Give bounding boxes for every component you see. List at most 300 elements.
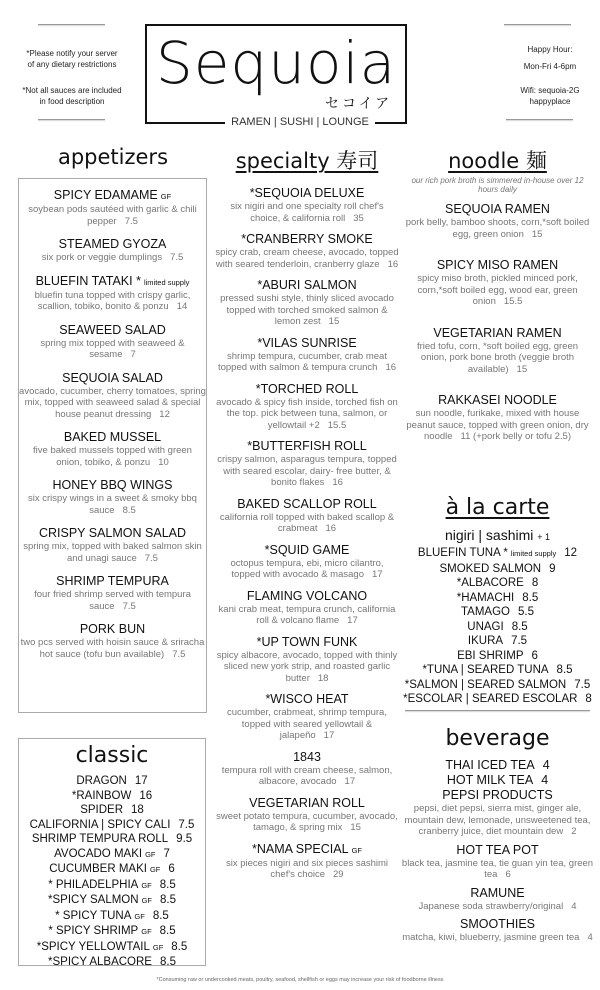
item-description	[215, 293, 399, 328]
menu-item	[19, 893, 205, 909]
noodle-list	[405, 202, 590, 443]
item-name	[19, 774, 205, 789]
item-description-text: six crispy wings in a sweet & smoky bbq sauce	[28, 493, 197, 516]
item-name-text: SEQUOIA SALAD	[62, 370, 163, 385]
menu-item	[19, 478, 206, 516]
item-name-text: *ABURI SALMON	[257, 278, 357, 292]
item-price: 7.5	[178, 818, 195, 831]
menu-item	[19, 430, 206, 468]
item-name-text: *ALBACORE	[456, 577, 524, 589]
item-name	[405, 326, 590, 341]
item-name-text: *RAINBOW	[71, 789, 132, 802]
item-name	[405, 202, 590, 217]
item-price: 29	[333, 869, 344, 880]
item-description	[400, 858, 595, 881]
item-name	[400, 620, 595, 635]
item-description-text: octopus tempura, ebi, micro cilantro, topped with avocado & masago	[230, 557, 384, 580]
specialty-list	[215, 186, 399, 889]
item-name	[215, 336, 399, 351]
item-tag: GF	[141, 880, 152, 890]
item-price: 8.5	[159, 925, 176, 937]
menu-item	[405, 393, 590, 443]
appetizers-list	[19, 188, 206, 670]
item-description	[215, 650, 399, 685]
item-description	[405, 408, 590, 443]
menu-item	[215, 336, 399, 374]
item-description-text: spicy crab, cream cheese, avocado, topped with seared tenderloin, cranberry glaze	[215, 247, 399, 270]
menu-item	[215, 842, 399, 881]
item-price: 16	[139, 789, 153, 802]
item-name	[215, 543, 399, 558]
item-name	[19, 622, 206, 637]
menu-item	[19, 323, 206, 361]
item-description	[19, 386, 206, 421]
item-description	[405, 341, 590, 376]
item-name	[19, 940, 205, 956]
alacarte-heading: à la carte	[445, 495, 550, 520]
item-name	[405, 258, 590, 273]
item-name	[215, 439, 399, 454]
item-description	[19, 338, 206, 361]
item-description-text: two pcs served with hoisin sauce & sriracha hot sauce (tofu bun available)	[20, 637, 205, 660]
menu-item	[19, 803, 205, 818]
menu-item	[400, 678, 595, 693]
menu-item	[215, 635, 399, 685]
item-name	[400, 773, 595, 788]
item-description-text: tempura roll with cream cheese, salmon, albacore, avocado	[221, 764, 393, 787]
item-tag: GF	[141, 896, 152, 905]
item-name	[215, 497, 399, 512]
item-name	[400, 678, 595, 693]
menu-item	[19, 526, 206, 564]
menu-item	[400, 758, 595, 773]
item-description-text: spicy albacore, avocado, topped with thinly sliced new york strip, and roasted garlic butter	[216, 649, 398, 684]
menu-item	[19, 371, 206, 421]
item-name-text: * SPICY SHRIMP	[48, 925, 139, 937]
item-name-text: BLUEFIN TATAKI *	[35, 273, 141, 288]
item-name-text: * PHILADELPHIA	[48, 878, 139, 891]
item-name-text: HONEY BBQ WINGS	[52, 478, 173, 492]
item-price: 12	[159, 408, 170, 420]
menu-item	[19, 940, 205, 956]
divider	[405, 710, 590, 711]
item-price: 8.5	[522, 591, 539, 604]
menu-item	[19, 789, 205, 804]
menu-item	[19, 574, 206, 612]
item-description-text: six nigiri and one specialty roll chef's choice, & california roll	[230, 201, 384, 224]
item-price: 9.5	[176, 833, 193, 845]
item-name-text: SMOOTHIES	[459, 917, 535, 931]
item-name-text: CALIFORNIA | SPICY CALI	[29, 818, 171, 831]
item-description-text: six pieces nigiri and six pieces sashimi chef's choice	[225, 857, 389, 880]
item-price: 7.5	[170, 252, 184, 263]
item-price: 16	[332, 477, 343, 488]
logo-frame	[145, 24, 407, 124]
item-name-text: CUCUMBER MAKI	[49, 863, 147, 875]
wifi-info: Wifi: sequoia-2G happyplace	[520, 86, 580, 106]
item-tag: GF	[160, 192, 172, 201]
classic-list	[19, 774, 205, 970]
menu-item	[215, 186, 399, 224]
item-description	[19, 637, 206, 660]
item-description	[215, 247, 399, 270]
item-tag: GF	[145, 849, 156, 859]
item-description-text: kani crab meat, tempura crunch, california roll & volcano flame	[218, 603, 396, 626]
item-name	[215, 382, 399, 397]
item-description	[215, 558, 399, 581]
item-price: 10	[158, 456, 169, 468]
item-tag: GF	[152, 942, 164, 952]
item-name-text: FLAMING VOLCANO	[246, 588, 368, 603]
item-description	[215, 858, 399, 881]
item-description-text: four fried shrimp served with tempura sauce	[34, 589, 191, 612]
item-tag: GF	[141, 927, 152, 936]
menu-item	[400, 692, 595, 707]
menu-item	[19, 847, 205, 863]
item-name-text: AVOCADO MAKI	[54, 847, 143, 860]
noodle-heading: noodle 麺	[448, 149, 547, 173]
item-name-text: IKURA	[467, 635, 504, 647]
item-name-text: *UP TOWN FUNK	[256, 634, 358, 649]
menu-item	[19, 909, 205, 925]
classic-heading: classic	[75, 743, 149, 768]
menu-item	[215, 589, 399, 627]
item-price: 8.5	[122, 504, 136, 516]
item-description-text: five baked mussels topped with green onion, tobiko, & ponzu	[33, 445, 192, 468]
dietary-note: *Please notify your server of any dietary restrictions	[26, 49, 118, 69]
menu-item	[400, 576, 595, 591]
item-description-text: spring mix topped with seaweed & sesame	[40, 337, 185, 360]
item-price: 8.5	[159, 956, 176, 968]
item-name-text: HOT TEA POT	[456, 842, 539, 857]
item-name-text: RAKKASEI NOODLE	[438, 393, 557, 407]
item-name	[19, 924, 205, 940]
item-name-text: EBI SHRIMP	[457, 649, 524, 662]
item-description-text: matcha, kiwi, blueberry, jasmine green tea	[402, 932, 580, 943]
item-name-text: *VILAS SUNRISE	[257, 335, 357, 350]
item-description-text: avocado, cucumber, cherry tomatoes, spring mix, topped with seaweed salad & special house peanut dressing	[19, 385, 206, 420]
item-name-text: RAMUNE	[470, 885, 525, 900]
menu-item	[215, 439, 399, 489]
item-name	[400, 758, 595, 773]
menu-item	[400, 773, 595, 788]
item-name-text: *ESCOLAR | SEARED ESCOLAR	[403, 693, 578, 705]
item-description-text: six pork or veggie dumplings	[41, 252, 163, 263]
menu-item	[215, 796, 399, 834]
menu-item	[215, 232, 399, 270]
item-name	[215, 278, 399, 293]
classic-box	[18, 738, 206, 966]
item-name-text: SPICY MISO RAMEN	[436, 258, 559, 272]
item-description	[215, 201, 399, 224]
item-price: 9	[549, 562, 556, 575]
noodle-section	[405, 176, 590, 461]
item-price: 7.5	[144, 552, 158, 564]
specialty-heading: specialty 寿司	[235, 149, 379, 173]
item-description	[19, 445, 206, 468]
menu-item	[400, 886, 595, 913]
item-price: 8	[585, 693, 592, 705]
item-name	[400, 576, 595, 591]
item-price: 6	[531, 649, 538, 662]
item-description	[19, 204, 206, 227]
menu-item	[19, 924, 205, 940]
item-price: 8.5	[511, 620, 528, 633]
item-name	[400, 843, 595, 858]
item-name	[400, 605, 595, 620]
item-price: 7	[130, 349, 136, 360]
item-description	[215, 512, 399, 535]
menu-item	[400, 562, 595, 577]
item-price: 15	[350, 822, 361, 833]
item-price: 5.5	[517, 606, 534, 618]
item-description	[215, 707, 399, 742]
item-tag: limited supply	[143, 277, 190, 287]
item-name-text: SHRIMP TEMPURA ROLL	[31, 833, 169, 845]
menu-item	[400, 591, 595, 606]
item-price: 2	[571, 826, 577, 837]
item-name-text: *BUTTERFISH ROLL	[247, 439, 367, 453]
item-price: 18	[131, 804, 144, 816]
item-name-text: DRAGON	[76, 775, 127, 787]
item-name	[215, 842, 399, 858]
item-description-text: crispy salmon, asparagus tempura, topped with seared escolar, dairy- free butter, & bonito flakes	[217, 454, 397, 488]
happy-hour-label: Happy Hour:	[527, 45, 573, 54]
item-name-text: *NAMA SPECIAL	[252, 841, 349, 856]
happy-hour-time: Mon-Fri 4-6pm	[523, 62, 577, 71]
item-name	[400, 634, 595, 649]
menu-item	[400, 788, 595, 838]
item-price: 16	[325, 523, 337, 534]
item-name-text: *CRANBERRY SMOKE	[241, 232, 373, 246]
item-description	[19, 493, 206, 516]
item-description	[215, 765, 399, 788]
item-name	[19, 371, 206, 386]
menu-item	[19, 818, 205, 833]
item-price: 17	[323, 730, 335, 741]
beverage-heading: beverage	[445, 726, 550, 751]
item-name	[215, 186, 399, 201]
menu-item	[19, 832, 205, 847]
item-name-text: CRISPY SALMON SALAD	[38, 526, 187, 540]
beverage-list	[400, 758, 595, 949]
item-name-text: PORK BUN	[79, 622, 146, 636]
menu-item	[215, 278, 399, 328]
item-description	[215, 811, 399, 834]
menu-item	[215, 750, 399, 788]
item-name-text: *TUNA | SEARED TUNA	[422, 664, 549, 676]
sashimi-upcharge: + 1	[537, 532, 551, 542]
item-name	[215, 796, 399, 811]
item-tag: GF	[351, 845, 362, 855]
menu-item	[405, 258, 590, 308]
item-price: 35	[353, 212, 364, 224]
item-name-text: *SQUID GAME	[264, 542, 350, 557]
menu-item	[400, 605, 595, 620]
menu-item	[19, 878, 205, 894]
menu-item	[19, 274, 206, 313]
item-name	[19, 478, 206, 493]
item-price: 8.5	[159, 894, 176, 906]
item-name-text: SEQUOIA RAMEN	[445, 202, 550, 216]
item-name-text: *SPICY YELLOWTAIL	[36, 940, 150, 953]
item-price: 7.5	[511, 635, 528, 647]
item-name	[19, 274, 206, 290]
item-price: 7.5	[122, 600, 136, 612]
item-name	[19, 878, 205, 894]
item-description-text: Japanese soda strawberry/original	[418, 900, 564, 912]
menu-item	[19, 862, 205, 878]
item-price: 8.5	[556, 664, 573, 676]
item-name-text: * SPICY TUNA	[55, 909, 132, 922]
brand-kana: セコイア	[325, 95, 393, 111]
item-description	[19, 290, 206, 313]
divider	[38, 119, 105, 120]
item-name	[19, 323, 206, 338]
item-price: 15.5	[327, 419, 347, 431]
item-price: 15	[328, 316, 340, 327]
item-description-text: shrimp tempura, cucumber, crab meat topped with salmon & tempura crunch	[217, 350, 387, 373]
item-name-text: *SEQUOIA DELUXE	[249, 186, 365, 200]
item-name-text: *SALMON | SEARED SALMON	[404, 678, 567, 691]
item-price: 8.5	[171, 940, 188, 953]
alacarte-subtitle	[405, 527, 590, 546]
item-name-text: *TORCHED ROLL	[255, 381, 359, 396]
item-name-text: *WISCO HEAT	[265, 692, 349, 706]
menu-item	[19, 237, 206, 264]
item-name-text: PEPSI PRODUCTS	[442, 788, 553, 802]
item-price: 16	[385, 362, 397, 373]
menu-item	[19, 774, 205, 789]
item-name-text: BLUEFIN TUNA *	[417, 547, 508, 559]
item-name	[19, 803, 205, 818]
menu-item	[405, 326, 590, 376]
item-price: 7.5	[172, 648, 186, 660]
item-name	[400, 663, 595, 678]
item-description-text: sun noodle, furikake, mixed with house peanut sauce, topped with green onion, dry noodle	[406, 408, 589, 442]
nigiri-sashimi-label: nigiri | sashimi	[444, 527, 534, 543]
item-description-text: spicy miso broth, pickled minced pork, corn,*soft boiled egg, wood ear, green onion	[417, 273, 578, 307]
item-description	[215, 397, 399, 432]
item-tag: GF	[149, 865, 161, 874]
tagline: RAMEN | SUSHI | LOUNGE	[225, 115, 375, 129]
divider	[38, 24, 105, 25]
item-name	[400, 886, 595, 901]
item-name-text: 1843	[293, 749, 321, 764]
item-name	[19, 847, 205, 863]
item-name-text: SEAWEED SALAD	[59, 322, 166, 337]
item-description	[19, 252, 206, 264]
item-name	[19, 832, 205, 847]
item-description-text: sweet potato tempura, cucumber, avocado, tamago, & spring mix	[216, 810, 398, 833]
menu-item	[400, 620, 595, 635]
item-description-text: pork belly, bamboo shoots, corn,*soft boiled egg, green onion	[405, 217, 590, 240]
item-name	[400, 591, 595, 606]
brand-logo: Sequoia	[155, 29, 397, 97]
item-name	[215, 232, 399, 247]
item-name-text: TAMAGO	[461, 606, 510, 618]
item-description	[405, 217, 590, 240]
item-name-text: BAKED SCALLOP ROLL	[237, 496, 377, 511]
item-price: 11 (+pork belly or tofu 2.5)	[460, 431, 571, 442]
item-name-text: *SPICY ALBACORE	[48, 956, 152, 968]
menu-item	[215, 382, 399, 432]
item-description-text: spring mix, topped with baked salmon skin and unagi sauce	[23, 541, 202, 564]
item-name	[19, 862, 205, 878]
menu-item	[405, 202, 590, 240]
item-price: 16	[387, 258, 399, 270]
item-name	[19, 188, 206, 204]
item-description-text: black tea, jasmine tea, tie guan yin tea, green tea	[401, 857, 594, 880]
item-description	[19, 541, 206, 564]
item-name	[400, 917, 595, 932]
item-price: 4	[587, 932, 593, 943]
item-price: 15	[516, 363, 528, 375]
item-name	[215, 589, 399, 604]
item-name	[19, 237, 206, 252]
item-price: 18	[317, 672, 329, 684]
menu-item	[400, 843, 595, 881]
item-name	[400, 649, 595, 664]
alacarte-list	[400, 546, 595, 707]
menu-item	[215, 692, 399, 742]
item-name	[215, 635, 399, 650]
item-name	[405, 393, 590, 408]
item-name	[19, 574, 206, 589]
menu-item	[400, 546, 595, 562]
item-price: 17	[347, 615, 358, 626]
item-description-text: california roll topped with baked scallop & crabmeat	[219, 511, 395, 534]
item-name-text: *SPICY SALMON	[48, 894, 139, 906]
item-price: 15	[531, 228, 543, 240]
item-name-text: THAI ICED TEA	[445, 758, 535, 772]
item-price: 8.5	[152, 909, 169, 922]
menu-item	[400, 663, 595, 678]
item-description-text: bluefin tuna topped with crispy garlic, scallion, tobiko, bonito & ponzu	[34, 289, 191, 312]
item-description-text: pressed sushi style, thinly sliced avocado topped with torched smoked salmon & lemon zest	[220, 293, 394, 327]
item-name-text: SPIDER	[80, 804, 124, 816]
item-price: 15.5	[503, 296, 523, 307]
item-description	[215, 351, 399, 374]
menu-item	[400, 917, 595, 944]
item-description	[400, 901, 595, 913]
item-name-text: VEGETARIAN RAMEN	[433, 325, 562, 340]
menu-item	[19, 955, 205, 970]
item-name-text: SHRIMP TEMPURA	[56, 574, 169, 588]
item-name	[19, 526, 206, 541]
item-price: 4	[571, 900, 577, 912]
menu-item	[400, 634, 595, 649]
item-name	[400, 562, 595, 577]
menu-item	[215, 497, 399, 535]
item-price: 6	[168, 863, 175, 875]
item-price: 17	[134, 775, 148, 787]
menu-item	[215, 543, 399, 581]
menu-item	[19, 622, 206, 660]
item-description-text: cucumber, crabmeat, shrimp tempura, topped with seared yellowtail & jalapeño	[227, 707, 387, 741]
item-price: 6	[505, 869, 511, 880]
item-price: 4	[541, 773, 549, 787]
item-description-text: pepsi, diet pepsi, sierra mist, ginger ale, mountain dew, lemonade, unsweetened tea, cranberry juice, diet mountain dew	[404, 803, 591, 837]
item-description-text: soybean pods sautéed with garlic & chili pepper	[28, 204, 197, 227]
item-name-text: *HAMACHI	[456, 591, 515, 604]
item-name-text: UNAGI	[467, 620, 504, 633]
item-tag: GF	[134, 911, 145, 921]
footer-disclaimer: *Consuming raw or undercooked meats, poultry, seafood, shellfish or eggs may increase your risk of foodborne illness	[156, 977, 444, 983]
item-name-text: SPICY EDAMAME	[53, 188, 158, 202]
sauce-note: *Not all sauces are included in food description	[22, 86, 122, 106]
item-name	[19, 789, 205, 804]
